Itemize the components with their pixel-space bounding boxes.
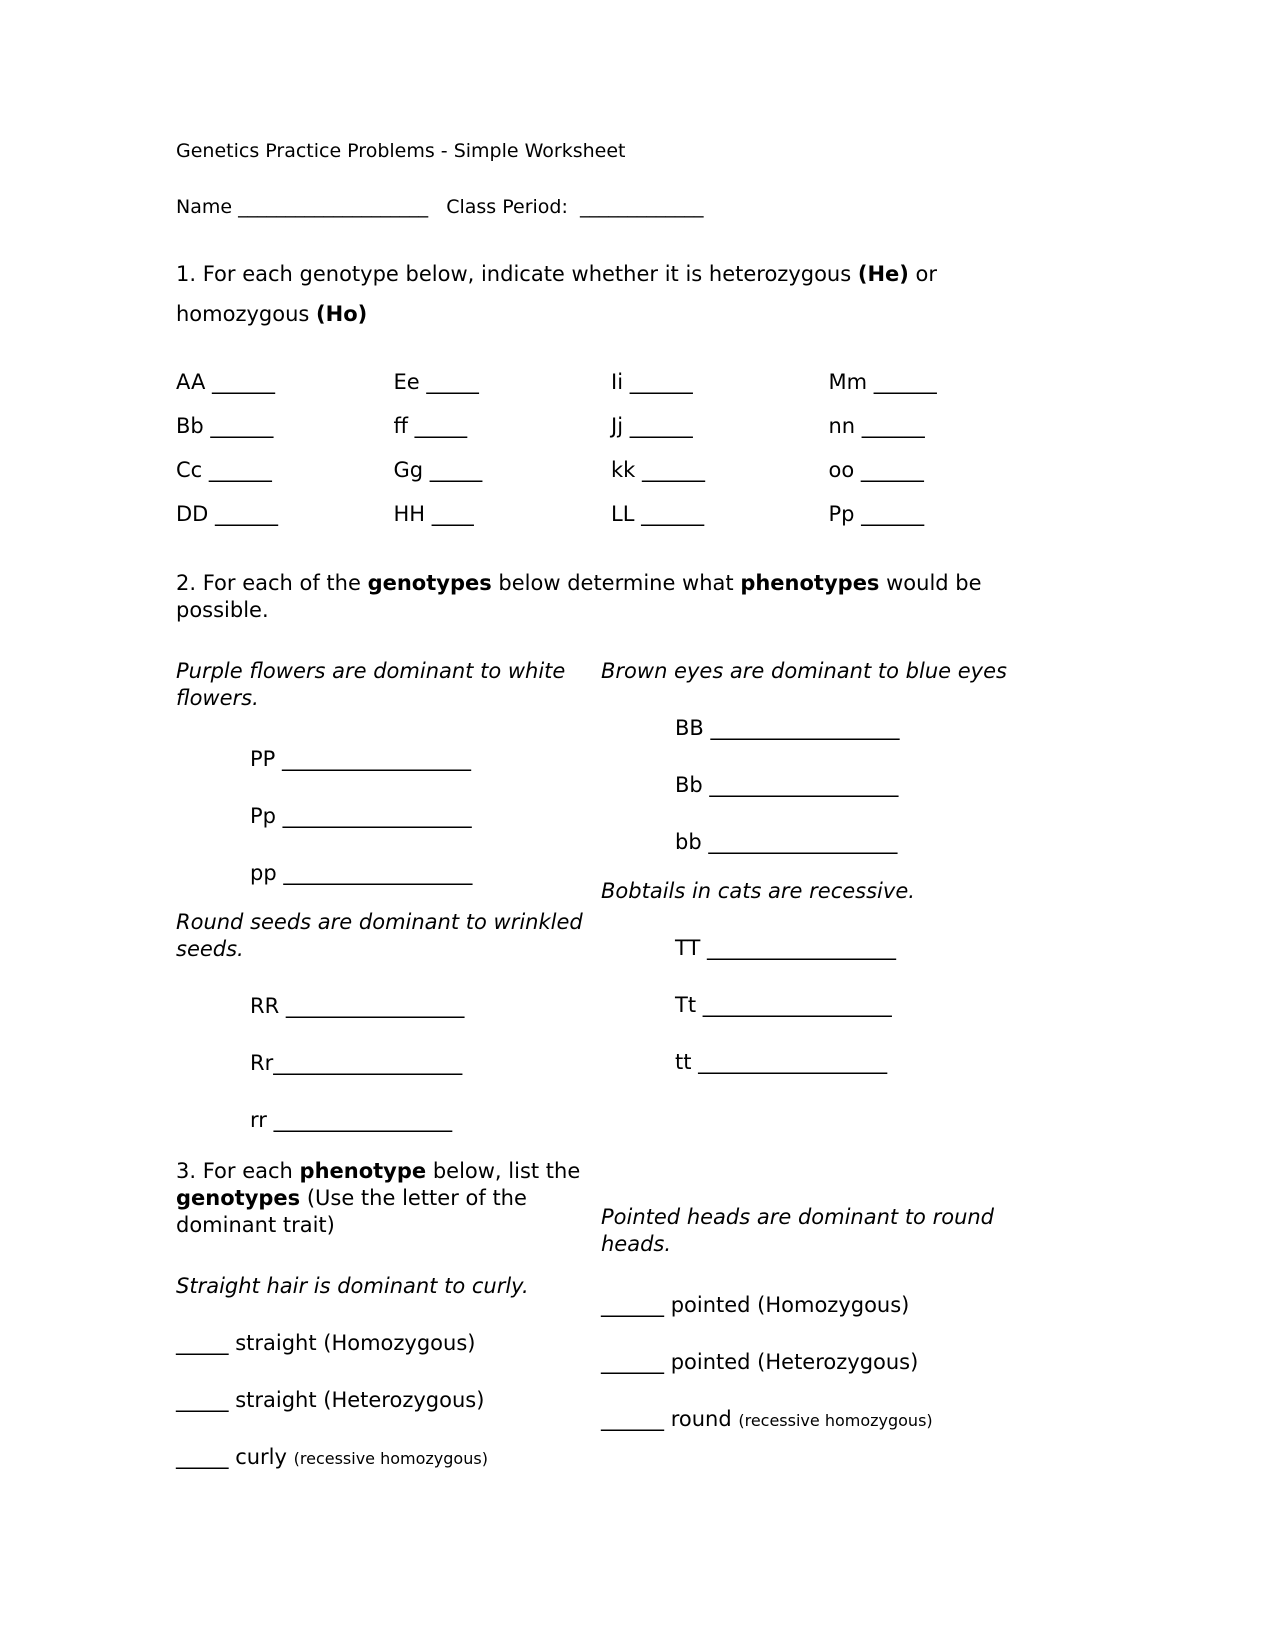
trait-heading-eyes: Brown eyes are dominant to blue eyes	[601, 659, 1007, 683]
answer-blank-BB[interactable]: BB __________________	[675, 716, 900, 740]
question-3-prompt	[176, 1158, 596, 1239]
spacer	[428, 196, 446, 218]
trait-heading-bobtails: Bobtails in cats are recessive.	[601, 879, 915, 903]
trait-heading-seeds: Round seeds are dominant to wrinkled seeds.	[176, 910, 583, 961]
q3-phenotype-term: phenotype	[299, 1159, 427, 1183]
q1-ho-abbrev: (Ho)	[316, 302, 368, 326]
trait-heading-hair: Straight hair is dominant to curly.	[176, 1274, 529, 1298]
answer-line-straight-homozygous[interactable]	[176, 1330, 596, 1357]
table-row	[176, 492, 1046, 536]
answer-blank-rr[interactable]: rr _________________	[250, 1108, 453, 1132]
answer-blank[interactable]: ______	[601, 1293, 671, 1317]
trait-heading-flowers: Purple flowers are dominant to white flowers.	[176, 659, 566, 710]
genotype-blank[interactable]: Cc ______	[176, 458, 272, 482]
answer-label: pointed (Heterozygous)	[670, 1350, 919, 1374]
trait-heading-heads: Pointed heads are dominant to round heads.	[601, 1205, 995, 1256]
table-row	[176, 448, 1046, 492]
document-body	[176, 138, 1046, 1488]
q3-text-c: (Use the letter of the dominant trait)	[176, 1186, 527, 1237]
answer-blank[interactable]: ______	[601, 1407, 671, 1431]
genotype-blank[interactable]: HH ____	[393, 502, 474, 526]
genotype-blank[interactable]: Mm ______	[828, 370, 937, 394]
answer-blank[interactable]: _____	[176, 1331, 236, 1355]
answer-blank-Bb[interactable]: Bb __________________	[675, 773, 899, 797]
q2-genotypes-term: genotypes	[367, 571, 492, 595]
answer-blank[interactable]: ______	[601, 1350, 671, 1374]
question-2-prompt	[176, 570, 1046, 624]
answer-label: straight (Heterozygous)	[235, 1388, 485, 1412]
q1-text-a: 1. For each genotype below, indicate whether it is heterozygous	[176, 262, 858, 286]
table-row	[176, 404, 1046, 448]
answer-note: (recessive homozygous)	[738, 1411, 933, 1430]
question-3-right-column	[601, 1158, 1046, 1434]
answer-blank-bb[interactable]: bb __________________	[675, 830, 898, 854]
answer-blank[interactable]: _____	[176, 1388, 236, 1412]
page-title: Genetics Practice Problems - Simple Worksheet	[176, 140, 626, 162]
question-2-columns	[176, 658, 1046, 1158]
answer-blank-Tt[interactable]: Tt __________________	[675, 993, 892, 1017]
answer-blank-PP[interactable]: PP __________________	[250, 747, 472, 771]
answer-blank-RR[interactable]: RR _________________	[250, 994, 465, 1018]
answer-blank-Pp[interactable]: Pp __________________	[250, 804, 472, 828]
genotype-blank[interactable]: Gg _____	[393, 458, 483, 482]
q2-text-a: 2. For each of the	[176, 571, 368, 595]
answer-line-straight-heterozygous[interactable]	[176, 1387, 596, 1414]
q3-text-a: 3. For each	[176, 1159, 300, 1183]
name-class-line	[176, 194, 1046, 220]
genotype-blank[interactable]: oo ______	[828, 458, 924, 482]
q3-genotypes-term: genotypes	[176, 1186, 301, 1210]
class-period-field-label[interactable]: Class Period: _____________	[446, 196, 704, 218]
answer-label: curly	[235, 1445, 294, 1469]
q2-text-b: below determine what	[491, 571, 741, 595]
genotype-blank[interactable]: LL ______	[611, 502, 705, 526]
answer-line-pointed-homozygous[interactable]	[601, 1292, 1046, 1319]
q1-text-b: or homozygous	[176, 262, 938, 326]
genotype-blank[interactable]: kk ______	[611, 458, 705, 482]
table-row	[176, 360, 1046, 404]
answer-blank-pp[interactable]: pp __________________	[250, 861, 473, 885]
q2-text-c: would be possible.	[176, 571, 982, 622]
q1-he-abbrev: (He)	[857, 262, 909, 286]
genotype-blank[interactable]: DD ______	[176, 502, 279, 526]
answer-note: (recessive homozygous)	[293, 1449, 488, 1468]
genotype-blank[interactable]: Pp ______	[828, 502, 925, 526]
genotype-blank[interactable]: Ii ______	[611, 370, 693, 394]
answer-label: round	[670, 1407, 739, 1431]
answer-blank-TT[interactable]: TT __________________	[675, 936, 896, 960]
genotype-blank[interactable]: Ee _____	[393, 370, 479, 394]
question-2-left-column	[176, 658, 596, 1134]
genotype-blank[interactable]: nn ______	[828, 414, 925, 438]
name-field-label[interactable]: Name ____________________	[176, 196, 429, 218]
answer-line-curly[interactable]	[176, 1444, 596, 1472]
question-3-columns	[176, 1158, 1046, 1488]
answer-blank-Rr[interactable]: Rr__________________	[250, 1051, 463, 1075]
genotype-blank[interactable]: Bb ______	[176, 414, 274, 438]
question-1-prompt	[176, 254, 1046, 334]
answer-label: straight (Homozygous)	[235, 1331, 476, 1355]
q3-text-b: below, list the	[426, 1159, 581, 1183]
genotype-blank[interactable]: Jj ______	[611, 414, 693, 438]
genotype-grid	[176, 360, 1046, 536]
genotype-blank[interactable]: AA ______	[176, 370, 275, 394]
answer-line-round[interactable]	[601, 1406, 1046, 1434]
answer-line-pointed-heterozygous[interactable]	[601, 1349, 1046, 1376]
question-3-left-column	[176, 1158, 596, 1472]
genotype-blank[interactable]: ff _____	[393, 414, 468, 438]
question-2-right-column	[601, 658, 1046, 1076]
answer-blank-tt[interactable]: tt __________________	[675, 1050, 888, 1074]
answer-blank[interactable]: _____	[176, 1445, 236, 1469]
answer-label: pointed (Homozygous)	[670, 1293, 910, 1317]
q2-phenotypes-term: phenotypes	[740, 571, 880, 595]
